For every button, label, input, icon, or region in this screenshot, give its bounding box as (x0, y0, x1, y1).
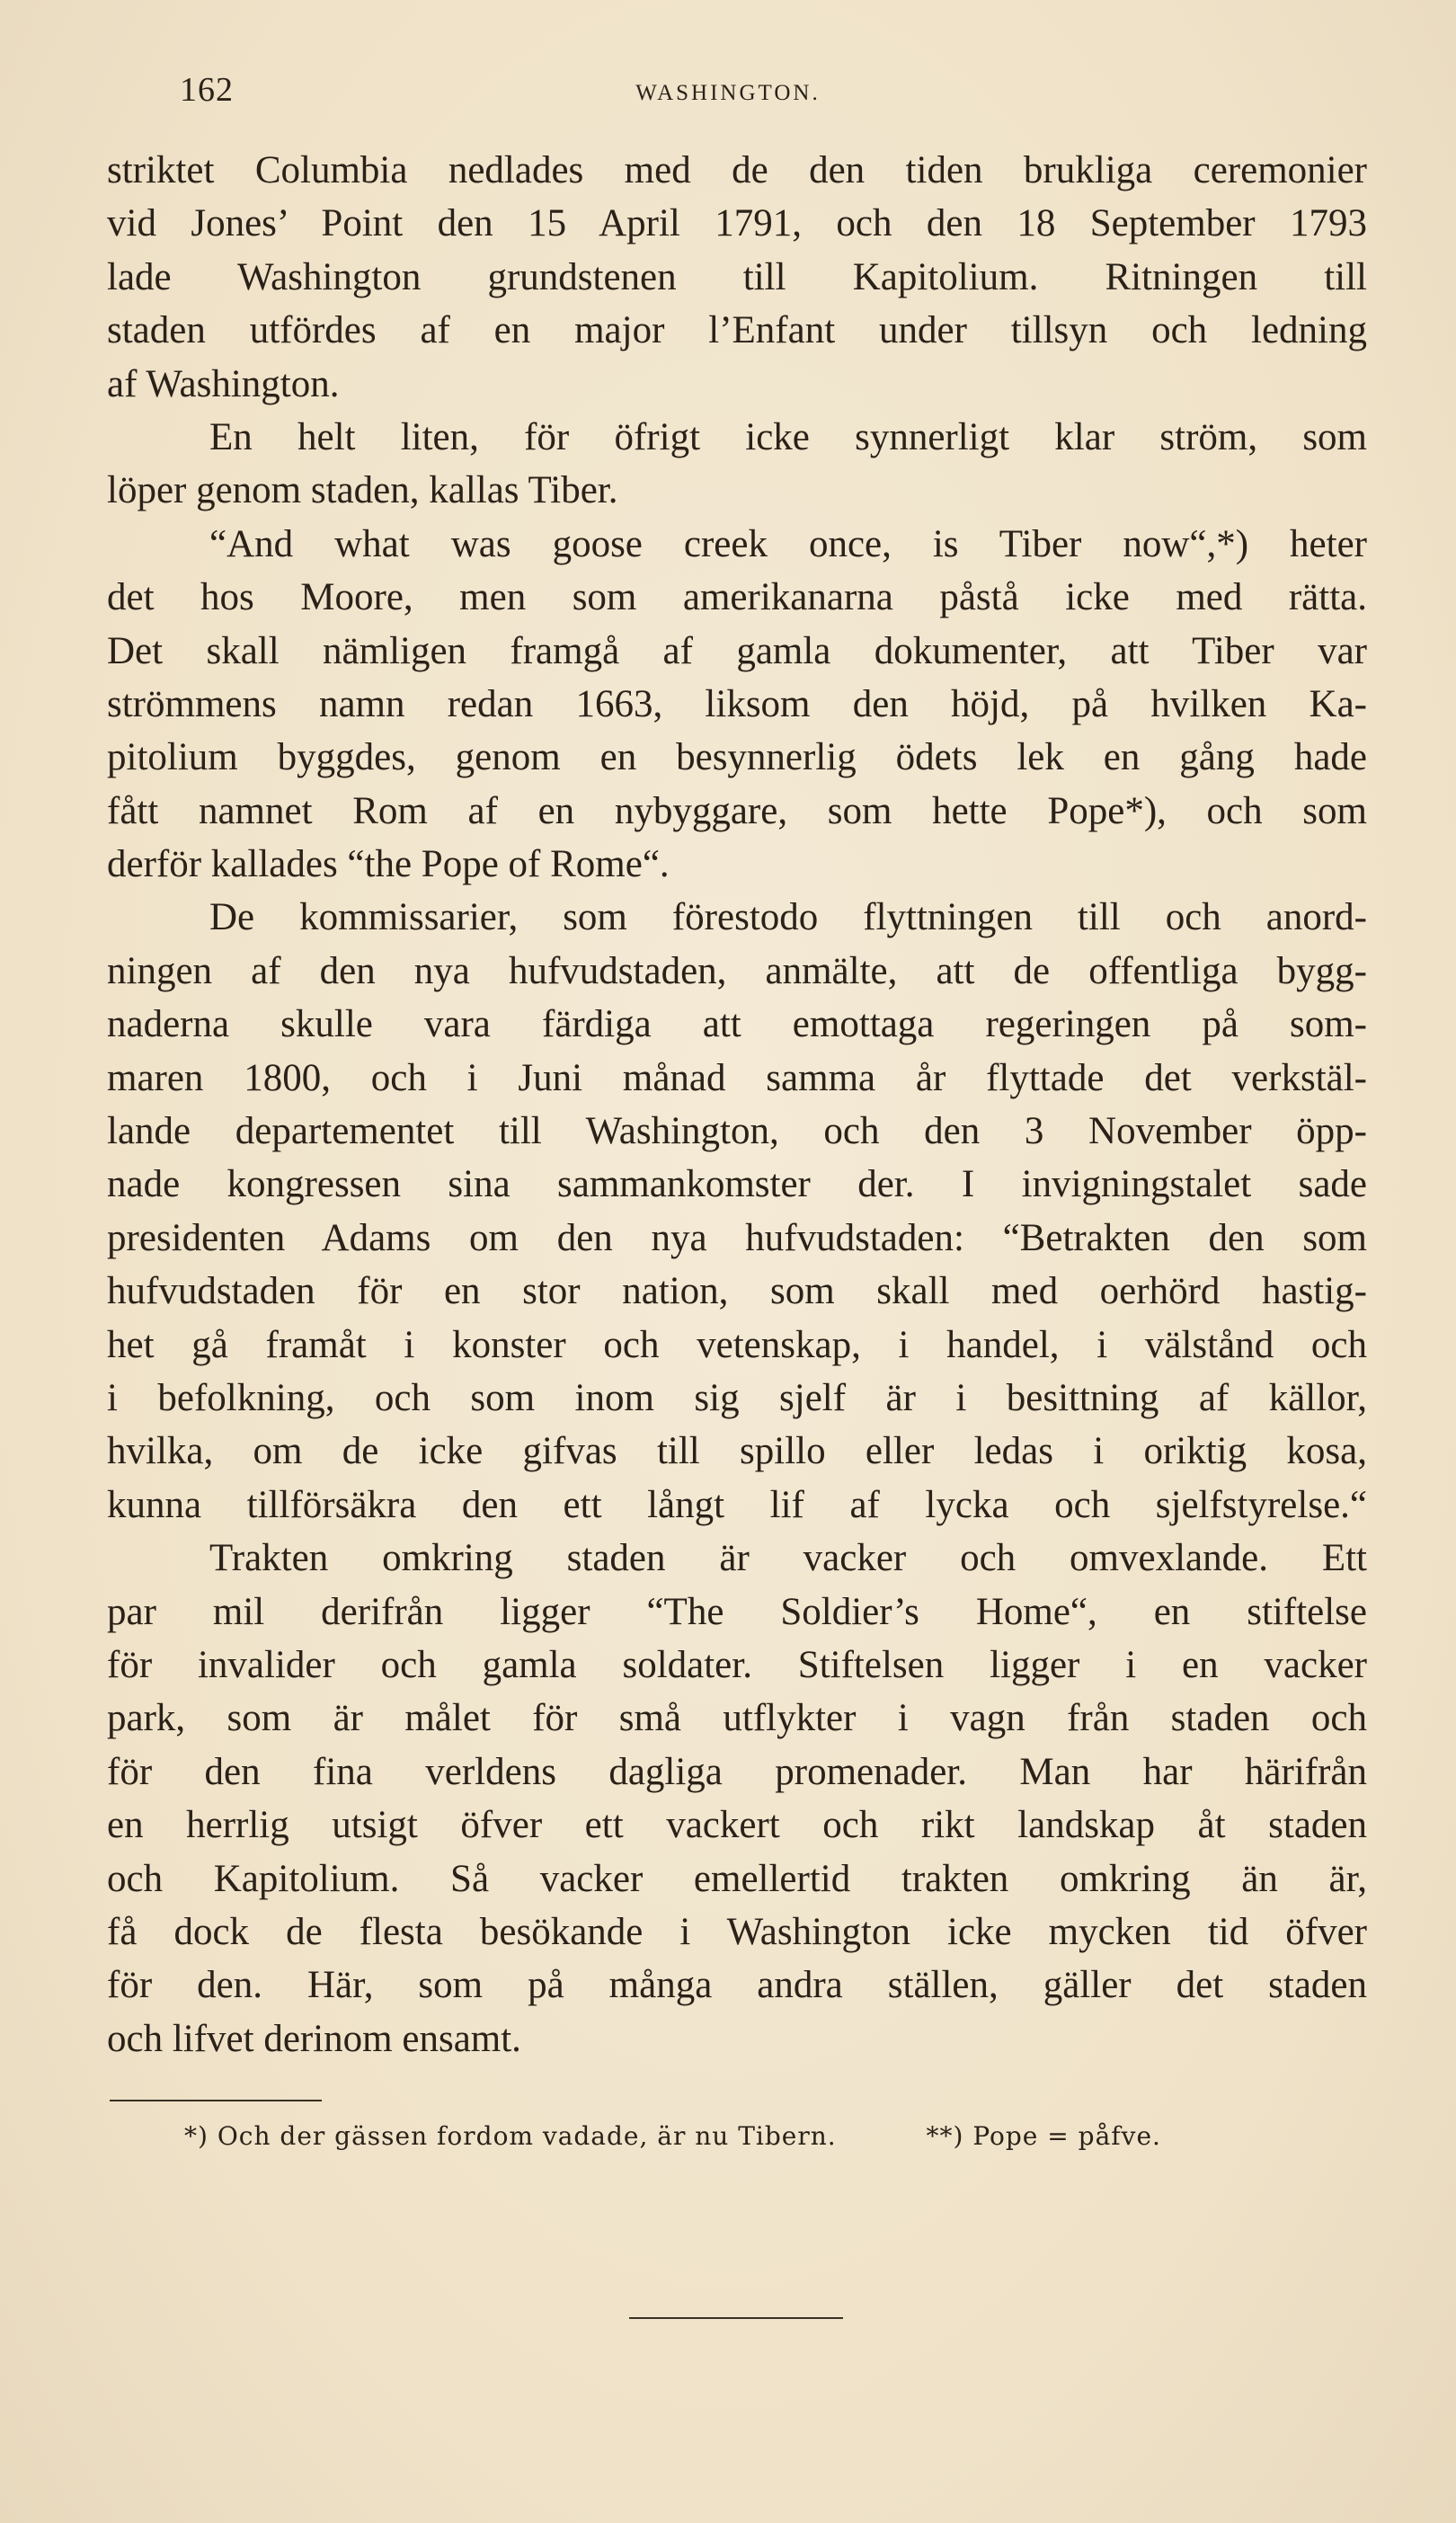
text-line: för den fina verldens dagliga promenader. Man har härifrån (107, 1750, 1367, 1793)
text-line: hufvudstaden för en stor nation, som skall med oerhörd hastig- (107, 1270, 1367, 1313)
footnote-2: **) Pope = påfve. (926, 2121, 1161, 2151)
text-line: en herrlig utsigt öfver ett vackert och rikt landskap åt staden (107, 1804, 1367, 1847)
text-line: ningen af den nya hufvudstaden, anmälte, att de offentliga bygg- (107, 949, 1367, 992)
footnotes (184, 2121, 1299, 2151)
text-line: maren 1800, och i Juni månad samma år flyttade det verkstäl- (107, 1056, 1367, 1099)
text-line: par mil derifrån ligger “The Soldier’s Home“, en stiftelse (107, 1590, 1367, 1633)
text-line: het gå framåt i konster och vetenskap, i handel, i välstånd och (107, 1323, 1367, 1366)
text-line: derför kallades “the Pope of Rome“. (107, 843, 670, 886)
text-line: De kommissarier, som förestodo flyttningen till och anord- (209, 896, 1367, 939)
text-line: för den. Här, som på många andra ställen, gäller det staden (107, 1964, 1367, 2007)
page-number: 162 (180, 71, 234, 109)
text-line: kunna tillförsäkra den ett långt lif af lycka och sjelfstyrelse.“ (107, 1483, 1367, 1526)
text-line: Trakten omkring staden är vacker och omvexlande. Ett (209, 1537, 1367, 1580)
text-line: fått namnet Rom af en nybyggare, som hette Pope*), och som (107, 789, 1367, 832)
text-line: i befolkning, och som inom sig sjelf är i besittning af källor, (107, 1376, 1367, 1419)
text-line: hvilka, om de icke gifvas till spillo eller ledas i oriktig kosa, (107, 1430, 1367, 1473)
footnote-separator (110, 2100, 322, 2101)
text-line: pitolium byggdes, genom en besynnerlig ödets lek en gång hade (107, 736, 1367, 779)
body-text (107, 144, 1367, 2065)
text-line: löper genom staden, kallas Tiber. (107, 469, 618, 512)
text-line: af Washington. (107, 362, 340, 405)
text-line: lade Washington grundstenen till Kapitolium. Ritningen till (107, 255, 1367, 298)
text-line: presidenten Adams om den nya hufvudstaden: “Betrakten den som (107, 1216, 1367, 1259)
text-line: En helt liten, för öfrigt icke synnerligt klar ström, som (209, 415, 1367, 458)
text-line: Det skall nämligen framgå af gamla dokumenter, att Tiber var (107, 629, 1367, 672)
text-line: få dock de flesta besökande i Washington icke mycken tid öfver (107, 1910, 1367, 1953)
running-head: WASHINGTON. (635, 81, 821, 105)
text-line: strömmens namn redan 1663, liksom den höjd, på hvilken Ka- (107, 682, 1367, 725)
text-line: striktet Columbia nedlades med de den tiden brukliga ceremonier (107, 149, 1367, 191)
text-line: staden utfördes af en major l’Enfant under tillsyn och ledning (107, 309, 1367, 352)
text-line: för invalider och gamla soldater. Stiftelsen ligger i en vacker (107, 1643, 1367, 1686)
footnote-1: *) Och der gässen fordom vadade, är nu Tibern. (184, 2121, 837, 2151)
text-line: naderna skulle vara färdiga att emottaga regeringen på som- (107, 1003, 1367, 1046)
text-line: “And what was goose creek once, is Tiber now“,*) heter (209, 522, 1367, 565)
text-line: och lifvet derinom ensamt. (107, 2017, 521, 2060)
text-line: nade kongressen sina sammankomster der. I invigningstalet sade (107, 1163, 1367, 1206)
text-line: park, som är målet för små utflykter i vagn från staden och (107, 1697, 1367, 1740)
text-line: det hos Moore, men som amerikanarna påstå icke med rätta. (107, 576, 1367, 619)
text-line: och Kapitolium. Så vacker emellertid trakten omkring än är, (107, 1857, 1367, 1900)
text-line: lande departementet till Washington, och den 3 November öpp- (107, 1110, 1367, 1153)
page-header (108, 70, 1348, 124)
text-line: vid Jones’ Point den 15 April 1791, och den 18 September 1793 (107, 202, 1367, 245)
end-rule (629, 2317, 843, 2319)
